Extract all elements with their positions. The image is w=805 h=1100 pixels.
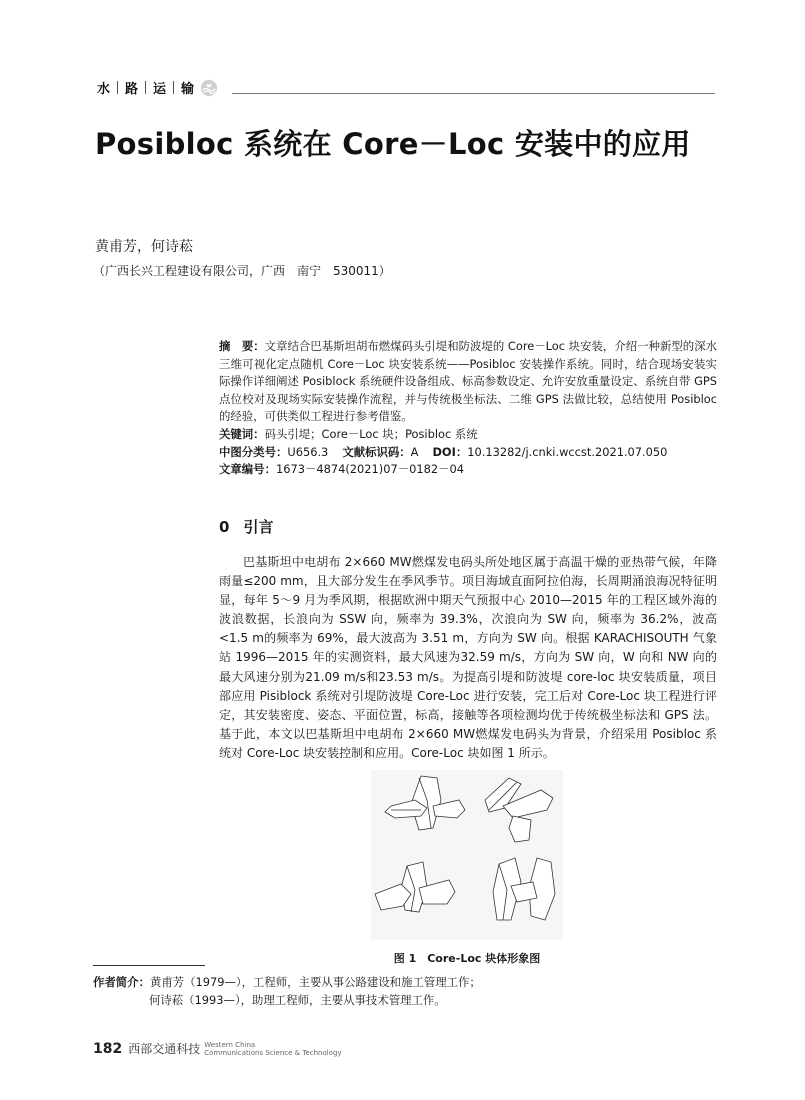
paragraph: 巴基斯坦中电胡布 2×660 MW燃煤发电码头所处地区属于高温干燥的亚热带气候，年降雨量≤200 mm，且大部分发生在季风季节。项目海域直面阿拉伯海，长周期涌浪海况特征明显，每年 5～9 月为季风期，根据欧洲中期天气预报中心 2010—2015 年的工程区域外海的波浪数据，长浪向为 SSW 向，频率为 39.3%，次浪向为 SW 向，频率为 36.2%，波高<1.5 m的频率为 69%，最大波高为 3.51 m，方向为 SW 向。根据 KARACHISOUTH 气象站 1996—2015 年的实测资料，最大风速为32.59 m/s，方向为 SW 向，W 向和 NW 向的最大风速分别为21.09 m/s和23.53 m/s。为提高引堤和防波堤 core-loc 块安装质量，项目部应用 Pisiblock 系统对引堤防波堤 Core-Loc 进行安装，完工后对 Core-Loc 块工程进行评定，其安装密度、姿态、平面位置，标高，接触等各项检测均优于传统极坐标法和 GPS 法。基于此，本文以巴基斯坦中电胡布 2×660 MW燃煤发电码头为背景，介绍采用 Posibloc 系统对 Core-Loc 块安装控制和应用。Core-Loc 块如图 1 所示。	[219, 555, 717, 760]
core-loc-figure	[371, 770, 563, 940]
doc-code-label: 文献标识码：	[342, 444, 411, 459]
journal-name-en	[204, 1041, 341, 1057]
doi-value: 10.13282/j.cnki.wccst.2021.07.050	[467, 444, 668, 459]
section-char: 运	[153, 82, 167, 97]
body-text	[219, 553, 717, 763]
ship-wave-icon	[200, 79, 218, 97]
affiliation: （广西长兴工程建设有限公司，广西 南宁 530011）	[93, 264, 391, 278]
author-footnote	[93, 973, 481, 1009]
keywords	[219, 426, 717, 444]
footnote-line	[93, 973, 481, 991]
page-number: 182	[93, 1040, 123, 1057]
keywords-text: 码头引堤；Core－Loc 块；Posibloc 系统	[264, 426, 478, 441]
classification	[219, 444, 717, 462]
article-number-value: 1673－4874(2021)07－0182－04	[275, 462, 464, 477]
abstract-label: 摘 要：	[219, 339, 265, 353]
article-number	[219, 461, 717, 479]
header-rule	[232, 93, 715, 94]
page-footer	[93, 1040, 342, 1057]
authors: 黄甫芳，何诗菘	[95, 239, 193, 255]
footnote-text: 黄甫芳（1979—），工程师，主要从事公路建设和施工管理工作；	[149, 975, 481, 989]
doi-label: DOI：	[432, 444, 468, 459]
section-number: 0	[219, 518, 230, 536]
journal-name-en-line2: Communications Science & Technology	[204, 1048, 342, 1057]
article-title: Posibloc 系统在 Core－Loc 安装中的应用	[95, 127, 691, 161]
footnote-line: 何诗菘（1993—），助理工程师，主要从事技术管理工作。	[149, 993, 446, 1007]
divider	[173, 81, 174, 94]
figure-caption: 图 1 Core-Loc 块体形象图	[393, 952, 541, 965]
footnote-rule	[93, 965, 205, 966]
abstract	[219, 338, 717, 426]
article-number-label: 文章编号：	[219, 462, 276, 477]
clc-value: U656.3	[287, 444, 329, 459]
doc-code-value: A	[410, 444, 419, 459]
journal-name-cn: 西部交通科技	[128, 1042, 201, 1056]
abstract-text: 文章结合巴基斯坦胡布燃煤码头引堤和防波堤的 Core－Loc 块安装，介绍一种新型的深水三维可视化定点随机 Core－Loc 块安装系统——Posibloc 安装操作系统。同时，结合现场安装实际操作详细阐述 Posiblock 系统硬件设备组成、标高参数设定、允许安放重量设定、系统自带 GPS 点位校对及现场实际安装操作流程，并与传统极坐标法、二维 GPS 法做比较，总结使用 Posibloc 的经验，可供类似工程进行参考借鉴。	[219, 339, 717, 424]
clc-label: 中图分类号：	[219, 444, 288, 459]
keywords-label: 关键词：	[219, 426, 265, 441]
section-header	[97, 78, 218, 97]
section-char: 路	[125, 82, 139, 97]
section-char: 水	[97, 82, 111, 97]
section-title: 引言	[243, 518, 274, 536]
footnote-label: 作者简介：	[93, 975, 150, 989]
divider	[117, 81, 118, 94]
divider	[145, 81, 146, 94]
section-heading	[219, 516, 273, 537]
section-char: 输	[181, 82, 195, 97]
journal-name-en-line1: Western China	[204, 1040, 256, 1049]
abstract-block	[219, 338, 717, 479]
